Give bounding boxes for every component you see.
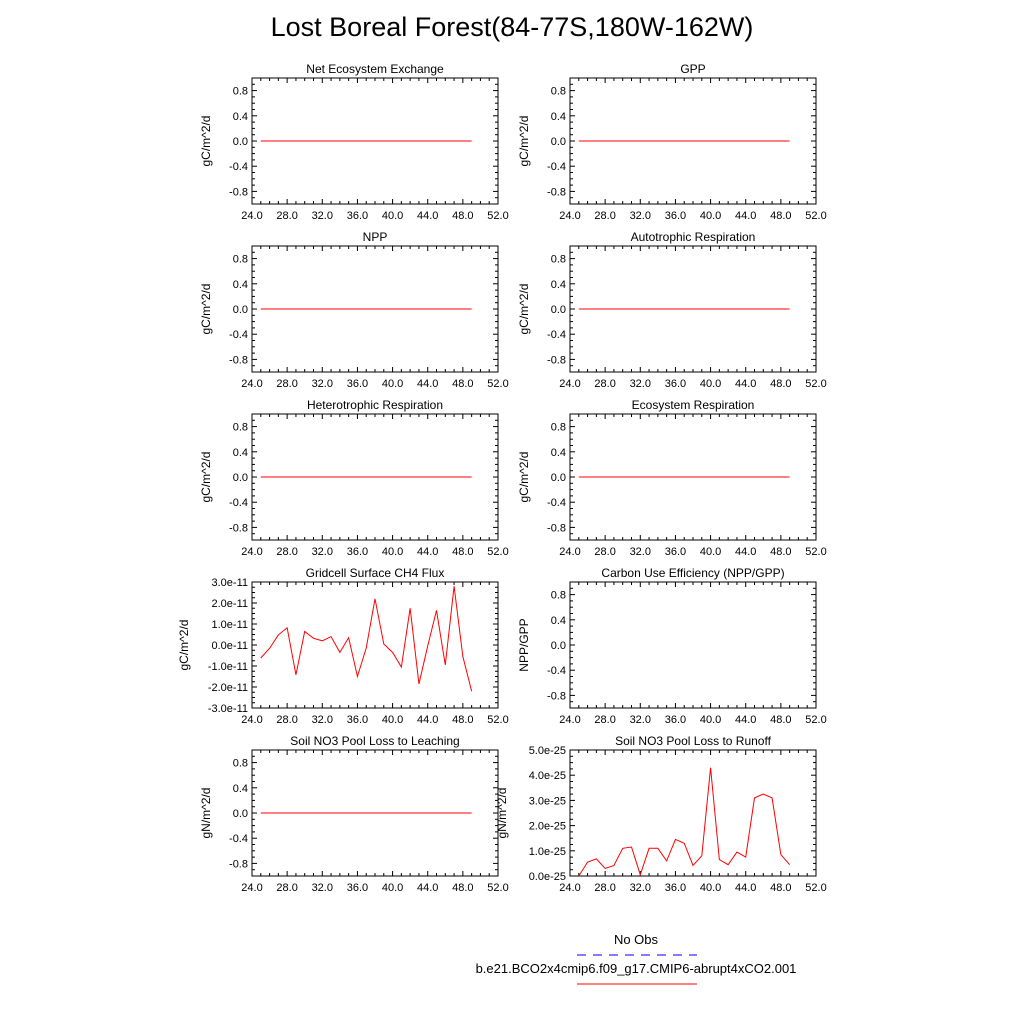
y-tick-label: -0.8 bbox=[547, 354, 566, 367]
y-tick-label: 1.0e-25 bbox=[528, 845, 566, 858]
x-tick-label: 40.0 bbox=[381, 882, 404, 894]
x-tick-label: 32.0 bbox=[629, 882, 651, 894]
x-tick-label: 36.0 bbox=[664, 714, 687, 726]
x-tick-label: 32.0 bbox=[311, 210, 333, 222]
x-tick-label: 28.0 bbox=[276, 210, 298, 222]
x-tick-label: 52.0 bbox=[487, 714, 509, 726]
y-tick-label: 0.0 bbox=[550, 304, 566, 316]
y-tick-label: -0.8 bbox=[229, 186, 248, 199]
x-tick-label: 44.0 bbox=[735, 882, 757, 894]
x-tick-label: 52.0 bbox=[805, 546, 827, 558]
series-line-1 bbox=[579, 768, 790, 876]
y-tick-label: 0.0 bbox=[232, 808, 248, 820]
x-tick-label: 32.0 bbox=[311, 882, 333, 894]
y-tick-label: 0.0e-11 bbox=[211, 640, 248, 652]
panel-title: Net Ecosystem Exchange bbox=[306, 62, 444, 76]
x-tick-label: 44.0 bbox=[417, 378, 439, 390]
x-tick-label: 44.0 bbox=[417, 882, 439, 894]
x-tick-label: 28.0 bbox=[594, 210, 616, 222]
y-tick-label: -0.8 bbox=[547, 186, 566, 199]
x-tick-label: 52.0 bbox=[487, 378, 509, 390]
y-axis-label: NPP/GPP bbox=[517, 618, 531, 672]
plot-frame bbox=[570, 750, 816, 876]
y-tick-label: 2.0e-11 bbox=[211, 598, 248, 610]
panel-title: Gridcell Surface CH4 Flux bbox=[305, 566, 445, 580]
chart-panel-9 bbox=[199, 734, 509, 894]
x-tick-label: 48.0 bbox=[452, 882, 474, 894]
chart-panel-5 bbox=[199, 398, 509, 558]
x-tick-label: 36.0 bbox=[664, 882, 687, 894]
x-tick-label: 52.0 bbox=[805, 210, 827, 222]
chart-panel-6 bbox=[517, 398, 827, 558]
x-tick-label: 32.0 bbox=[311, 378, 333, 390]
y-tick-label: 3.0e-25 bbox=[528, 795, 566, 808]
y-tick-label: 0.4 bbox=[550, 278, 566, 291]
y-tick-label: -0.4 bbox=[229, 833, 248, 846]
chart-panel-2 bbox=[517, 62, 827, 222]
x-tick-label: 32.0 bbox=[311, 714, 333, 726]
panel-title: Autotrophic Respiration bbox=[630, 230, 756, 244]
x-tick-label: 28.0 bbox=[276, 378, 298, 390]
y-tick-label: -3.0e-11 bbox=[207, 703, 248, 715]
x-tick-label: 28.0 bbox=[276, 546, 298, 558]
x-tick-label: 36.0 bbox=[664, 378, 687, 390]
y-tick-label: 0.4 bbox=[232, 110, 248, 123]
y-axis-label: gC/m^2/d bbox=[199, 451, 213, 503]
x-tick-label: 32.0 bbox=[629, 378, 651, 390]
y-tick-label: 0.0 bbox=[550, 136, 566, 148]
x-tick-label: 48.0 bbox=[770, 546, 792, 558]
figure-title: Lost Boreal Forest(84-77S,180W-162W) bbox=[270, 12, 754, 42]
y-tick-label: -0.8 bbox=[547, 522, 566, 535]
y-axis-label: gC/m^2/d bbox=[517, 115, 531, 167]
panel-title: Soil NO3 Pool Loss to Leaching bbox=[290, 734, 460, 748]
y-tick-label: 2.0e-25 bbox=[528, 820, 566, 833]
y-axis-label: gC/m^2/d bbox=[177, 619, 191, 671]
y-tick-label: -0.8 bbox=[547, 690, 566, 703]
x-tick-label: 36.0 bbox=[346, 546, 369, 558]
y-tick-label: 0.4 bbox=[232, 446, 248, 459]
panel-title: Carbon Use Efficiency (NPP/GPP) bbox=[601, 566, 785, 580]
y-tick-label: -0.4 bbox=[229, 497, 248, 510]
x-tick-label: 48.0 bbox=[452, 546, 474, 558]
x-tick-label: 40.0 bbox=[699, 882, 722, 894]
y-tick-label: 0.8 bbox=[550, 589, 566, 602]
y-tick-label: 0.4 bbox=[550, 110, 566, 123]
x-tick-label: 40.0 bbox=[381, 378, 404, 390]
y-tick-label: 0.8 bbox=[550, 253, 566, 266]
x-tick-label: 24.0 bbox=[241, 882, 263, 894]
x-tick-label: 24.0 bbox=[241, 378, 263, 390]
chart-panel-3 bbox=[199, 230, 509, 390]
x-tick-label: 40.0 bbox=[381, 546, 404, 558]
x-tick-label: 24.0 bbox=[241, 210, 263, 222]
x-tick-label: 24.0 bbox=[559, 714, 581, 726]
y-tick-label: 0.0 bbox=[232, 136, 248, 148]
x-tick-label: 32.0 bbox=[311, 546, 333, 558]
y-tick-label: 0.0 bbox=[232, 304, 248, 316]
y-tick-label: 0.8 bbox=[232, 421, 248, 434]
y-tick-label: 4.0e-25 bbox=[528, 770, 566, 783]
x-tick-label: 48.0 bbox=[452, 378, 474, 390]
chart-panels bbox=[177, 62, 827, 894]
x-tick-label: 52.0 bbox=[487, 546, 509, 558]
y-tick-label: 0.4 bbox=[232, 782, 248, 795]
plot-frame bbox=[570, 582, 816, 708]
panel-title: NPP bbox=[362, 230, 388, 244]
y-tick-label: 0.0 bbox=[550, 640, 566, 652]
x-tick-label: 24.0 bbox=[241, 714, 263, 726]
y-tick-label: -0.4 bbox=[229, 161, 248, 174]
y-tick-label: 5.0e-25 bbox=[528, 745, 566, 757]
x-tick-label: 48.0 bbox=[452, 210, 474, 222]
chart-panel-4 bbox=[517, 230, 827, 390]
x-tick-label: 44.0 bbox=[735, 210, 757, 222]
x-tick-label: 44.0 bbox=[417, 210, 439, 222]
y-axis-label: gN/m^2/d bbox=[495, 787, 509, 839]
legend-model-label: b.e21.BCO2x4cmip6.f09_g17.CMIP6-abrupt4xCO2.001 bbox=[475, 961, 797, 976]
x-tick-label: 52.0 bbox=[805, 378, 827, 390]
x-tick-label: 36.0 bbox=[346, 882, 369, 894]
y-axis-label: gN/m^2/d bbox=[199, 787, 213, 839]
x-tick-label: 48.0 bbox=[770, 378, 792, 390]
chart-panel-1 bbox=[199, 62, 509, 222]
y-tick-label: -0.8 bbox=[229, 354, 248, 367]
panel-title: Ecosystem Respiration bbox=[631, 398, 755, 412]
x-tick-label: 28.0 bbox=[594, 546, 616, 558]
y-tick-label: 0.4 bbox=[550, 614, 566, 627]
y-tick-label: -0.8 bbox=[229, 522, 248, 535]
x-tick-label: 48.0 bbox=[770, 210, 792, 222]
y-axis-label: gC/m^2/d bbox=[199, 115, 213, 167]
y-tick-label: 0.0e-25 bbox=[528, 871, 566, 883]
y-tick-label: 0.8 bbox=[232, 253, 248, 266]
x-tick-label: 44.0 bbox=[735, 378, 757, 390]
x-tick-label: 44.0 bbox=[735, 546, 757, 558]
y-tick-label: -0.4 bbox=[547, 329, 566, 342]
x-tick-label: 28.0 bbox=[594, 378, 616, 390]
x-tick-label: 44.0 bbox=[735, 714, 757, 726]
chart-panel-10 bbox=[495, 734, 827, 894]
x-tick-label: 48.0 bbox=[770, 714, 792, 726]
y-tick-label: 0.8 bbox=[232, 757, 248, 770]
y-tick-label: 3.0e-11 bbox=[211, 577, 248, 589]
series-line-1 bbox=[261, 586, 472, 691]
x-tick-label: 48.0 bbox=[452, 714, 474, 726]
x-tick-label: 44.0 bbox=[417, 714, 439, 726]
x-tick-label: 48.0 bbox=[770, 882, 792, 894]
x-tick-label: 32.0 bbox=[629, 546, 651, 558]
y-tick-label: 1.0e-11 bbox=[211, 619, 248, 631]
x-tick-label: 52.0 bbox=[805, 714, 827, 726]
y-tick-label: 0.0 bbox=[232, 472, 248, 484]
x-tick-label: 40.0 bbox=[381, 714, 404, 726]
x-tick-label: 28.0 bbox=[594, 714, 616, 726]
x-tick-label: 36.0 bbox=[346, 210, 369, 222]
x-tick-label: 40.0 bbox=[699, 546, 722, 558]
y-tick-label: 0.4 bbox=[232, 278, 248, 291]
y-tick-label: 0.4 bbox=[550, 446, 566, 459]
chart-panel-8 bbox=[517, 566, 827, 726]
panel-title: GPP bbox=[680, 62, 706, 76]
x-tick-label: 28.0 bbox=[276, 882, 298, 894]
y-tick-label: -0.4 bbox=[547, 161, 566, 174]
x-tick-label: 24.0 bbox=[559, 378, 581, 390]
x-tick-label: 24.0 bbox=[559, 210, 581, 222]
y-tick-label: -0.4 bbox=[547, 497, 566, 510]
x-tick-label: 24.0 bbox=[241, 546, 263, 558]
x-tick-label: 52.0 bbox=[487, 210, 509, 222]
x-tick-label: 40.0 bbox=[699, 210, 722, 222]
x-tick-label: 36.0 bbox=[664, 210, 687, 222]
y-tick-label: 0.8 bbox=[232, 85, 248, 98]
x-tick-label: 28.0 bbox=[594, 882, 616, 894]
y-tick-label: 0.0 bbox=[550, 472, 566, 484]
y-tick-label: -0.8 bbox=[229, 858, 248, 871]
y-axis-label: gC/m^2/d bbox=[517, 283, 531, 335]
y-tick-label: -0.4 bbox=[229, 329, 248, 342]
x-tick-label: 36.0 bbox=[346, 378, 369, 390]
x-tick-label: 36.0 bbox=[346, 714, 369, 726]
y-axis-label: gC/m^2/d bbox=[199, 283, 213, 335]
x-tick-label: 32.0 bbox=[629, 714, 651, 726]
x-tick-label: 28.0 bbox=[276, 714, 298, 726]
panel-title: Soil NO3 Pool Loss to Runoff bbox=[615, 734, 771, 748]
x-tick-label: 36.0 bbox=[664, 546, 687, 558]
panel-title: Heterotrophic Respiration bbox=[306, 398, 444, 412]
y-tick-label: 0.8 bbox=[550, 421, 566, 434]
y-tick-label: 0.8 bbox=[550, 85, 566, 98]
x-tick-label: 40.0 bbox=[699, 378, 722, 390]
x-tick-label: 40.0 bbox=[699, 714, 722, 726]
legend-no-obs-label: No Obs bbox=[613, 932, 659, 947]
x-tick-label: 52.0 bbox=[805, 882, 827, 894]
y-tick-label: -0.4 bbox=[547, 665, 566, 678]
x-tick-label: 44.0 bbox=[417, 546, 439, 558]
y-tick-label: -1.0e-11 bbox=[207, 661, 248, 673]
x-tick-label: 24.0 bbox=[559, 546, 581, 558]
y-axis-label: gC/m^2/d bbox=[517, 451, 531, 503]
x-tick-label: 32.0 bbox=[629, 210, 651, 222]
chart-panel-7 bbox=[177, 566, 509, 726]
x-tick-label: 40.0 bbox=[381, 210, 404, 222]
x-tick-label: 52.0 bbox=[487, 882, 509, 894]
y-tick-label: -2.0e-11 bbox=[207, 682, 248, 694]
x-tick-label: 24.0 bbox=[559, 882, 581, 894]
